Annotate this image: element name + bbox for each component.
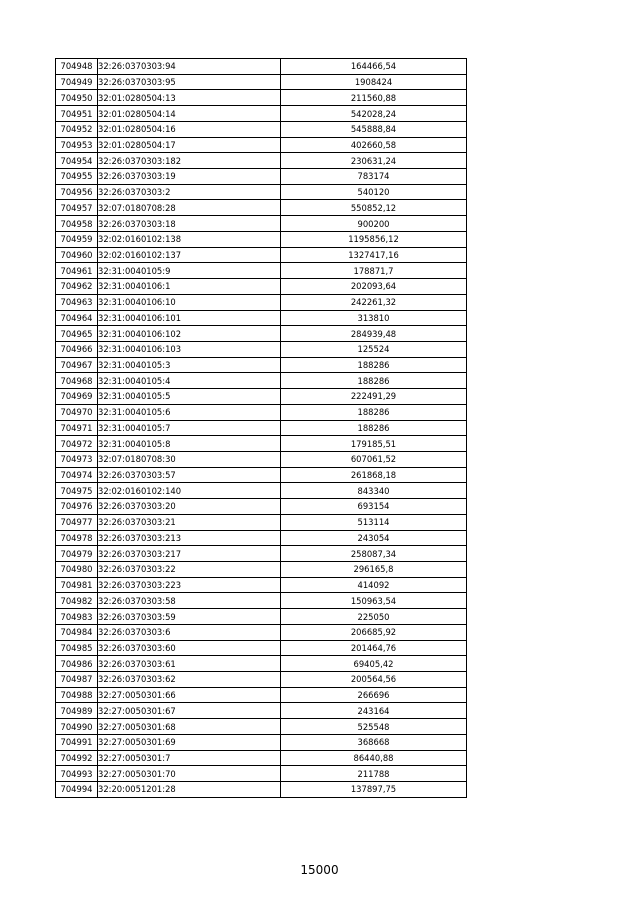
cadastral-number-cell: 32:26:0370303:22 [98,562,281,578]
value-cell: 179185,51 [281,436,467,452]
table-row [56,530,467,546]
cadastral-number-cell: 32:31:0040105:4 [98,373,281,389]
table-row [56,703,467,719]
value-cell: 296165,8 [281,562,467,578]
value-cell: 150963,54 [281,593,467,609]
value-cell: 414092 [281,577,467,593]
cadastral-number-cell: 32:26:0370303:19 [98,169,281,185]
cadastral-number-cell: 32:07:0180708:30 [98,451,281,467]
value-cell: 900200 [281,216,467,232]
row-id-cell: 704971 [56,420,98,436]
value-cell: 1908424 [281,74,467,90]
cadastral-number-cell: 32:27:0050301:66 [98,687,281,703]
value-cell: 1195856,12 [281,231,467,247]
cadastral-number-cell: 32:31:0040106:10 [98,294,281,310]
value-cell: 202093,64 [281,279,467,295]
value-cell: 843340 [281,483,467,499]
value-cell: 607061,52 [281,451,467,467]
cadastral-number-cell: 32:31:0040105:7 [98,420,281,436]
table-row [56,514,467,530]
table-row [56,750,467,766]
value-cell: 230631,24 [281,153,467,169]
table-row [56,310,467,326]
table-row [56,59,467,75]
row-id-cell: 704991 [56,734,98,750]
table-row [56,263,467,279]
row-id-cell: 704954 [56,153,98,169]
value-cell: 188286 [281,357,467,373]
row-id-cell: 704953 [56,137,98,153]
cadastral-number-cell: 32:20:0051201:28 [98,782,281,798]
row-id-cell: 704955 [56,169,98,185]
value-cell: 164466,54 [281,59,467,75]
row-id-cell: 704983 [56,609,98,625]
table-row [56,121,467,137]
cadastral-number-cell: 32:26:0370303:217 [98,546,281,562]
row-id-cell: 704982 [56,593,98,609]
value-cell: 178871,7 [281,263,467,279]
value-cell: 513114 [281,514,467,530]
table-body [56,59,467,798]
cadastral-number-cell: 32:26:0370303:95 [98,74,281,90]
cadastral-number-cell: 32:26:0370303:94 [98,59,281,75]
cadastral-number-cell: 32:01:0280504:17 [98,137,281,153]
row-id-cell: 704974 [56,467,98,483]
table-row [56,593,467,609]
row-id-cell: 704950 [56,90,98,106]
row-id-cell: 704972 [56,436,98,452]
cadastral-number-cell: 32:26:0370303:61 [98,656,281,672]
value-cell: 266696 [281,687,467,703]
value-cell: 225050 [281,609,467,625]
table-row [56,90,467,106]
cadastral-number-cell: 32:26:0370303:58 [98,593,281,609]
cadastral-number-cell: 32:26:0370303:213 [98,530,281,546]
value-cell: 525548 [281,719,467,735]
table-row [56,341,467,357]
value-cell: 545888,84 [281,121,467,137]
cadastral-number-cell: 32:27:0050301:68 [98,719,281,735]
value-cell: 201464,76 [281,640,467,656]
row-id-cell: 704984 [56,624,98,640]
row-id-cell: 704992 [56,750,98,766]
row-id-cell: 704961 [56,263,98,279]
cadastral-number-cell: 32:27:0050301:7 [98,750,281,766]
table-row [56,389,467,405]
table-row [56,624,467,640]
row-id-cell: 704970 [56,404,98,420]
table-row [56,499,467,515]
table-row [56,656,467,672]
row-id-cell: 704959 [56,231,98,247]
table-row [56,436,467,452]
row-id-cell: 704977 [56,514,98,530]
cadastral-number-cell: 32:31:0040105:6 [98,404,281,420]
cadastral-number-cell: 32:02:0160102:138 [98,231,281,247]
row-id-cell: 704990 [56,719,98,735]
table-row [56,294,467,310]
value-cell: 693154 [281,499,467,515]
table-row [56,231,467,247]
row-id-cell: 704948 [56,59,98,75]
value-cell: 402660,58 [281,137,467,153]
cadastral-number-cell: 32:27:0050301:69 [98,734,281,750]
cadastral-number-cell: 32:31:0040106:102 [98,326,281,342]
page-number: 15000 [300,863,339,877]
table-row [56,184,467,200]
row-id-cell: 704976 [56,499,98,515]
cadastral-number-cell: 32:26:0370303:2 [98,184,281,200]
cadastral-number-cell: 32:31:0040105:9 [98,263,281,279]
value-cell: 222491,29 [281,389,467,405]
row-id-cell: 704969 [56,389,98,405]
value-cell: 540120 [281,184,467,200]
row-id-cell: 704988 [56,687,98,703]
cadastral-number-cell: 32:31:0040105:5 [98,389,281,405]
cadastral-number-cell: 32:27:0050301:70 [98,766,281,782]
table-row [56,562,467,578]
table-row [56,640,467,656]
table-row [56,577,467,593]
row-id-cell: 704985 [56,640,98,656]
row-id-cell: 704986 [56,656,98,672]
table-row [56,672,467,688]
cadastral-number-cell: 32:26:0370303:62 [98,672,281,688]
value-cell: 313810 [281,310,467,326]
value-cell: 211788 [281,766,467,782]
table-row [56,373,467,389]
row-id-cell: 704978 [56,530,98,546]
table-row [56,357,467,373]
row-id-cell: 704952 [56,121,98,137]
cadastral-number-cell: 32:07:0180708:28 [98,200,281,216]
table-row [56,106,467,122]
table-row [56,719,467,735]
table-row [56,420,467,436]
row-id-cell: 704973 [56,451,98,467]
value-cell: 69405,42 [281,656,467,672]
table-row [56,137,467,153]
cadastral-number-cell: 32:01:0280504:14 [98,106,281,122]
row-id-cell: 704989 [56,703,98,719]
row-id-cell: 704980 [56,562,98,578]
row-id-cell: 704966 [56,341,98,357]
row-id-cell: 704960 [56,247,98,263]
value-cell: 188286 [281,404,467,420]
table-row [56,687,467,703]
cadastral-number-cell: 32:01:0280504:16 [98,121,281,137]
value-cell: 188286 [281,420,467,436]
row-id-cell: 704994 [56,782,98,798]
table-row [56,467,467,483]
row-id-cell: 704951 [56,106,98,122]
row-id-cell: 704956 [56,184,98,200]
row-id-cell: 704993 [56,766,98,782]
table-row [56,609,467,625]
row-id-cell: 704964 [56,310,98,326]
row-id-cell: 704968 [56,373,98,389]
value-cell: 550852,12 [281,200,467,216]
value-cell: 258087,34 [281,546,467,562]
value-cell: 200564,56 [281,672,467,688]
table-row [56,546,467,562]
value-cell: 1327417,16 [281,247,467,263]
cadastral-number-cell: 32:26:0370303:20 [98,499,281,515]
cadastral-number-cell: 32:02:0160102:137 [98,247,281,263]
table-row [56,279,467,295]
value-cell: 261868,18 [281,467,467,483]
value-cell: 243164 [281,703,467,719]
cadastral-number-cell: 32:26:0370303:21 [98,514,281,530]
value-cell: 86440,88 [281,750,467,766]
row-id-cell: 704962 [56,279,98,295]
value-cell: 284939,48 [281,326,467,342]
table-row [56,766,467,782]
cadastral-value-table [55,58,467,798]
table-row [56,326,467,342]
row-id-cell: 704957 [56,200,98,216]
table-row [56,483,467,499]
cadastral-number-cell: 32:26:0370303:57 [98,467,281,483]
value-cell: 542028,24 [281,106,467,122]
row-id-cell: 704979 [56,546,98,562]
cadastral-number-cell: 32:01:0280504:13 [98,90,281,106]
value-cell: 137897,75 [281,782,467,798]
cadastral-number-cell: 32:31:0040105:8 [98,436,281,452]
table-row [56,451,467,467]
value-cell: 188286 [281,373,467,389]
cadastral-number-cell: 32:27:0050301:67 [98,703,281,719]
cadastral-number-cell: 32:26:0370303:223 [98,577,281,593]
cadastral-number-cell: 32:31:0040106:1 [98,279,281,295]
table-row [56,247,467,263]
value-cell: 125524 [281,341,467,357]
cadastral-number-cell: 32:26:0370303:182 [98,153,281,169]
value-cell: 211560,88 [281,90,467,106]
row-id-cell: 704967 [56,357,98,373]
table-row [56,169,467,185]
value-cell: 243054 [281,530,467,546]
row-id-cell: 704949 [56,74,98,90]
cadastral-number-cell: 32:02:0160102:140 [98,483,281,499]
row-id-cell: 704958 [56,216,98,232]
table-row [56,734,467,750]
value-cell: 783174 [281,169,467,185]
table-row [56,153,467,169]
table-row [56,74,467,90]
cadastral-number-cell: 32:26:0370303:6 [98,624,281,640]
table-row [56,216,467,232]
value-cell: 368668 [281,734,467,750]
row-id-cell: 704987 [56,672,98,688]
value-cell: 206685,92 [281,624,467,640]
table-row [56,782,467,798]
cadastral-number-cell: 32:31:0040105:3 [98,357,281,373]
cadastral-number-cell: 32:26:0370303:60 [98,640,281,656]
cadastral-number-cell: 32:31:0040106:103 [98,341,281,357]
row-id-cell: 704975 [56,483,98,499]
row-id-cell: 704963 [56,294,98,310]
cadastral-number-cell: 32:26:0370303:18 [98,216,281,232]
cadastral-number-cell: 32:26:0370303:59 [98,609,281,625]
table-row [56,404,467,420]
value-cell: 242261,32 [281,294,467,310]
row-id-cell: 704981 [56,577,98,593]
cadastral-number-cell: 32:31:0040106:101 [98,310,281,326]
row-id-cell: 704965 [56,326,98,342]
table-row [56,200,467,216]
